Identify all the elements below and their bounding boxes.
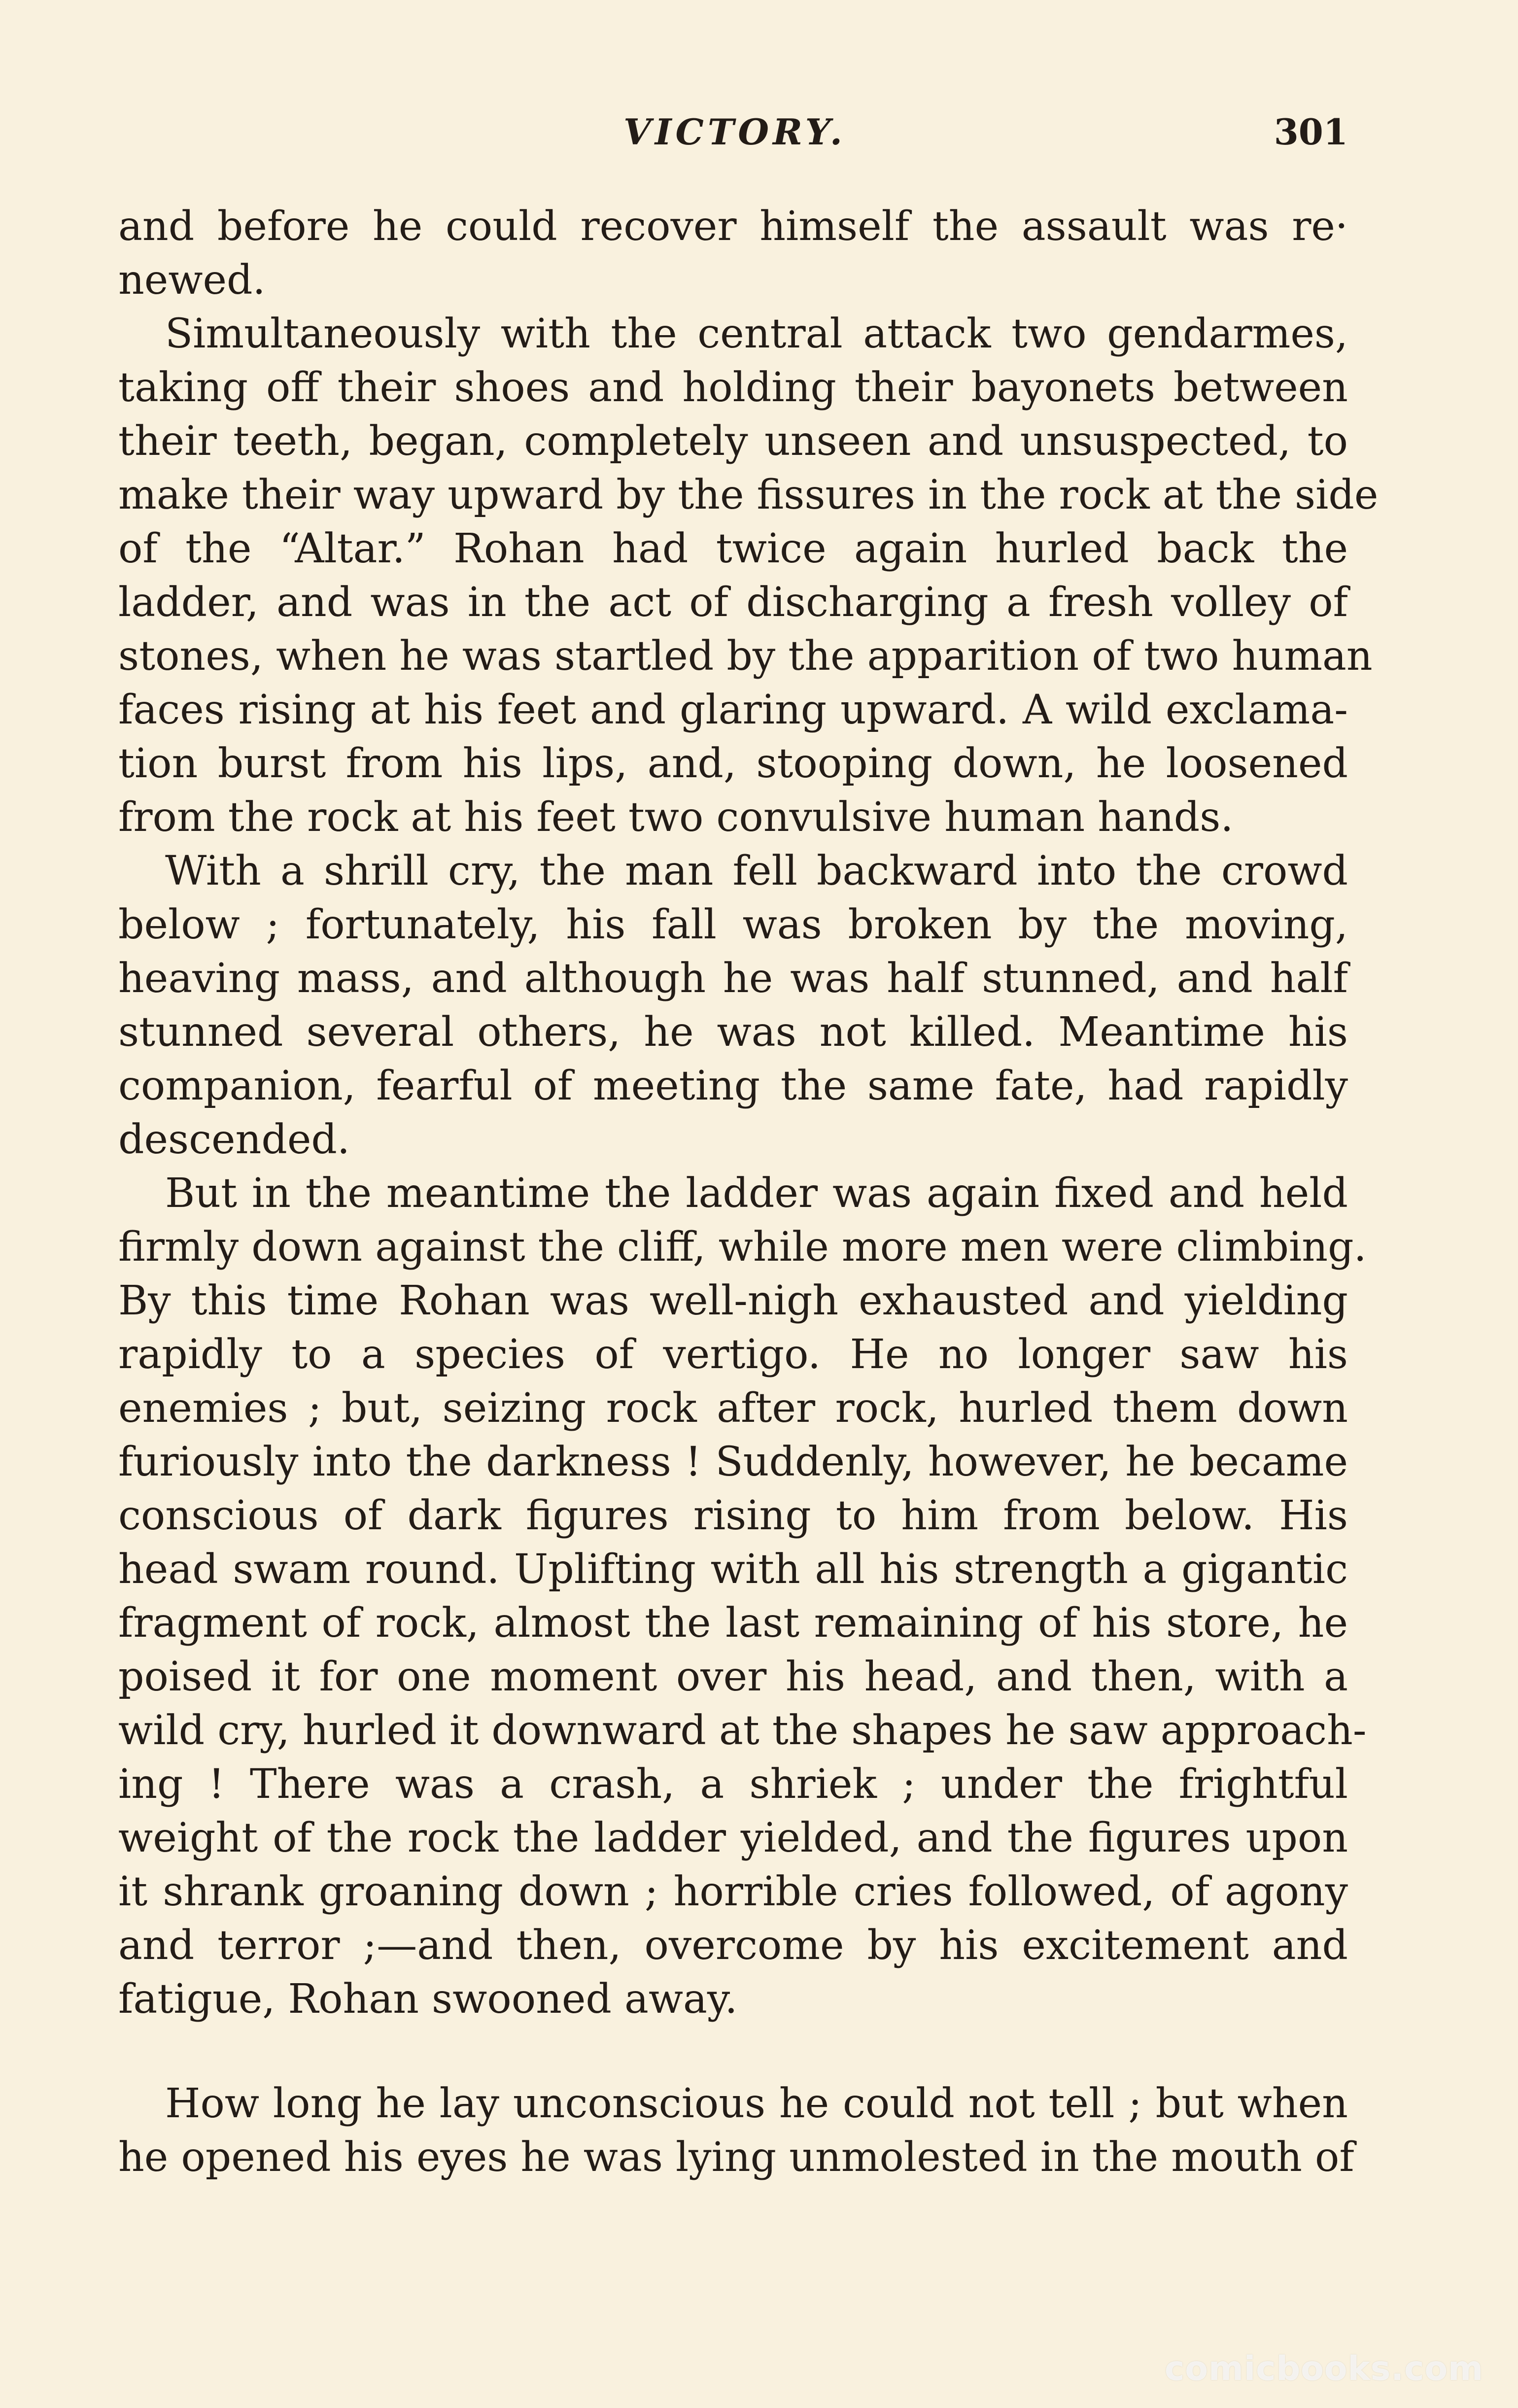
- text-line: stunned several others, he was not killed. Meantime his: [118, 1009, 1348, 1056]
- text-line: firmly down against the cliff, while more men were climbing.: [118, 1224, 1367, 1271]
- text-line: poised it for one moment over his head, and then, with a: [118, 1653, 1348, 1700]
- running-title: VICTORY.: [623, 111, 846, 153]
- paragraph-2: [118, 307, 1379, 844]
- paragraph-4: [118, 1167, 1367, 2026]
- text-line: furiously into the darkness ! Suddenly, however, he became: [118, 1439, 1348, 1485]
- text-line: and terror ;—and then, overcome by his excitement and: [118, 1922, 1348, 1969]
- text-line: With a shrill cry, the man fell backward into the crowd: [165, 848, 1348, 894]
- text-line: heaving mass, and although he was half stunned, and half: [118, 955, 1348, 1002]
- paragraph-5: [118, 2077, 1354, 2184]
- text-line: stones, when he was startled by the apparition of two human: [118, 633, 1373, 680]
- text-line: ing ! There was a crash, a shriek ; under the frightful: [118, 1761, 1348, 1808]
- text-line: it shrank groaning down ; horrible cries followed, of agony: [118, 1868, 1348, 1915]
- text-line: But in the meantime the ladder was again fixed and held: [165, 1170, 1348, 1217]
- text-line: tion burst from his lips, and, stooping down, he loosened: [118, 740, 1348, 787]
- paragraph-3: [118, 844, 1348, 1167]
- text-line: faces rising at his feet and glaring upward. A wild exclama-: [118, 687, 1348, 733]
- text-line: from the rock at his feet two convulsive human hands.: [118, 794, 1234, 841]
- text-line: taking off their shoes and holding their bayonets between: [118, 364, 1348, 411]
- text-line: By this time Rohan was well-nigh exhausted and yielding: [118, 1277, 1348, 1324]
- text-line: their teeth, began, completely unseen and unsuspected, to: [118, 418, 1348, 465]
- text-line: newed.: [118, 257, 266, 304]
- text-line: he opened his eyes he was lying unmolested in the mouth of: [118, 2134, 1354, 2181]
- page-number: 301: [1274, 111, 1348, 153]
- section-spacing: [118, 2026, 1348, 2077]
- text-line: and before he could recover himself the assault was re·: [118, 203, 1348, 250]
- text-line: descended.: [118, 1116, 350, 1163]
- text-line: How long he lay unconscious he could not tell ; but when: [165, 2080, 1348, 2127]
- text-line: below ; fortunately, his fall was broken by the moving,: [118, 901, 1348, 948]
- text-line: rapidly to a species of vertigo. He no longer saw his: [118, 1331, 1348, 1378]
- text-line: make their way upward by the fissures in the rock at the side: [118, 472, 1379, 518]
- text-line: companion, fearful of meeting the same fate, had rapidly: [118, 1063, 1348, 1109]
- text-line: wild cry, hurled it downward at the shapes he saw approach-: [118, 1707, 1367, 1754]
- watermark: comicbooks.com: [1164, 2349, 1484, 2388]
- text-line: enemies ; but, seizing rock after rock, hurled them down: [118, 1385, 1348, 1432]
- text-line: Simultaneously with the central attack two gendarmes,: [165, 310, 1348, 357]
- paragraph-1: [118, 200, 1348, 307]
- text-line: fatigue, Rohan swooned away.: [118, 1976, 738, 2023]
- text-line: weight of the rock the ladder yielded, and the figures upon: [118, 1815, 1348, 1861]
- text-line: fragment of rock, almost the last remaining of his store, he: [118, 1600, 1348, 1647]
- text-line: of the “Altar.” Rohan had twice again hurled back the: [118, 525, 1348, 572]
- text-line: conscious of dark figures rising to him from below. His: [118, 1492, 1348, 1539]
- running-header: [0, 111, 1518, 165]
- text-line: ladder, and was in the act of discharging a fresh volley of: [118, 579, 1348, 626]
- text-line: head swam round. Uplifting with all his strength a gigantic: [118, 1546, 1348, 1593]
- page-body-text: [118, 200, 1379, 2184]
